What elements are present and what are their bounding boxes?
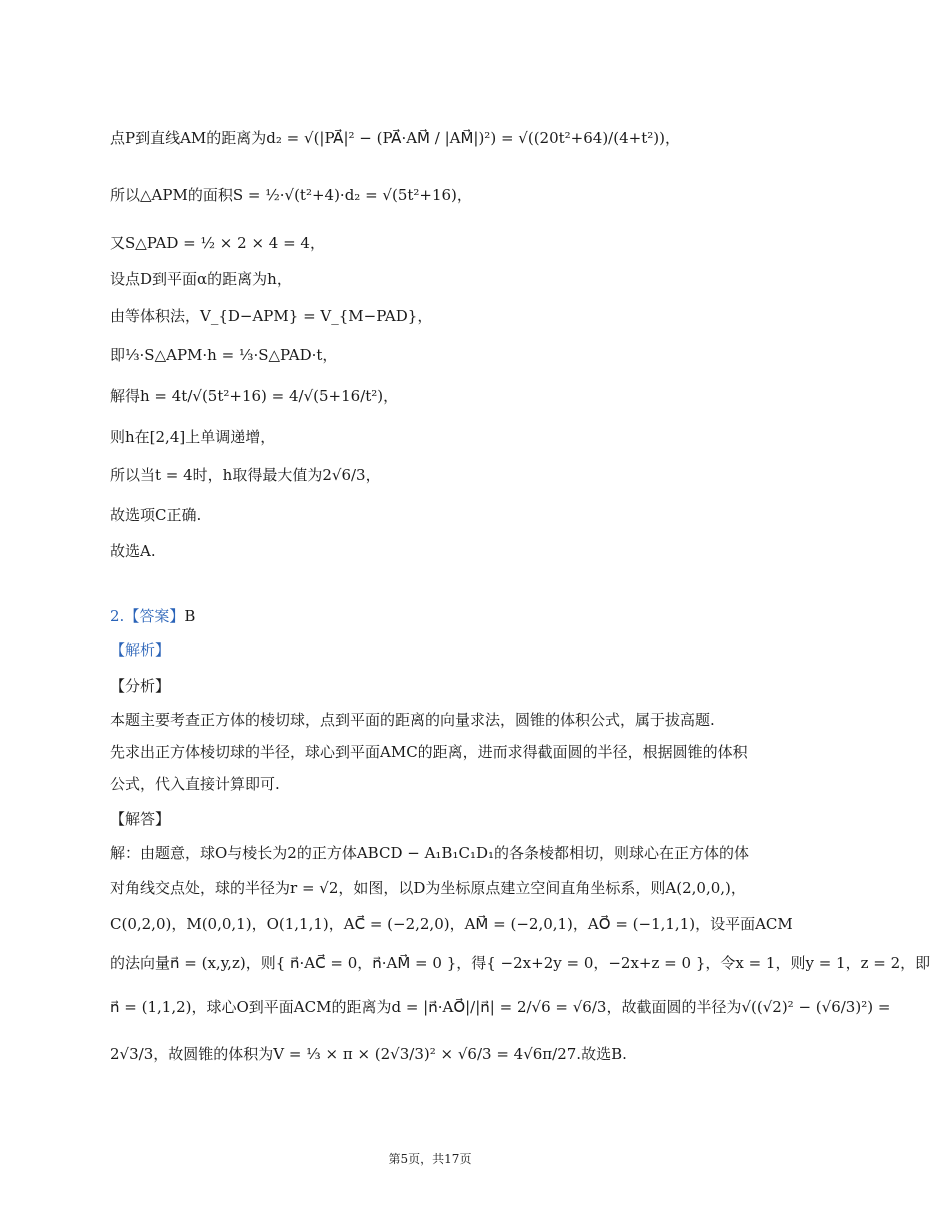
text-line: 设点D到平面α的距离为h， xyxy=(110,270,292,288)
question-number: 2. xyxy=(110,607,125,625)
text-line: 又S△PAD = ½ × 2 × 4 = 4， xyxy=(110,234,325,252)
answer-value: B xyxy=(184,607,196,625)
fenxi-line: 本题主要考查正方体的棱切球，点到平面的距离的向量求法，圆锥的体积公式，属于拔高题. xyxy=(110,711,715,729)
text-line: 即⅓·S△APM·h = ⅓·S△PAD·t， xyxy=(110,346,338,364)
answer-tag: 【答案】 xyxy=(124,607,185,625)
jieda-line: 的法向量n⃗ = (x,y,z)，则{ n⃗·AC⃗ = 0，n⃗·AM⃗ = 0 }，得{ −2x+2y = 0，−2x+z = 0 }，令x = 1，则y = 1，z = 2，即 xyxy=(110,954,930,972)
text-line: 点P到直线AM的距离为d₂ = √(|PA⃗|² − (PA⃗·AM⃗ / |AM⃗|)²) = √((20t²+64)/(4+t²))， xyxy=(110,129,680,147)
text-line: 则h在[2,4]上单调递增， xyxy=(110,428,276,446)
fenxi-tag: 【分析】 xyxy=(110,677,171,695)
fenxi-line: 先求出正方体棱切球的半径，球心到平面AMC的距离，进而求得截面圆的半径，根据圆锥的体积 xyxy=(110,743,748,761)
jieda-line: n⃗ = (1,1,2)，球心O到平面ACM的距离为d = |n⃗·AO⃗|/|n⃗| = 2/√6 = √6/3，故截面圆的半径为√((√2)² − (√6/3)²) = xyxy=(110,998,891,1016)
text-line: 故选A. xyxy=(110,542,156,560)
total-pages: 共17页 xyxy=(432,1152,472,1166)
page-number: 第5页， xyxy=(388,1152,433,1166)
page-footer xyxy=(0,1150,860,1167)
jieda-line: 对角线交点处，球的半径为r = √2，如图，以D为坐标原点建立空间直角坐标系，则A(2,0,0,)， xyxy=(110,879,746,897)
text-line: 故选项C正确. xyxy=(110,506,202,524)
jieda-line: 解：由题意，球O与棱长为2的正方体ABCD − A₁B₁C₁D₁的各条棱都相切，则球心在正方体的体 xyxy=(110,844,749,862)
analysis-tag: 【解析】 xyxy=(110,641,171,659)
text-line: 解得h = 4t/√(5t²+16) = 4/√(5+16/t²)， xyxy=(110,387,399,405)
jieda-tag: 【解答】 xyxy=(110,810,171,828)
question-2-header xyxy=(110,605,770,627)
jieda-line: C(0,2,0)，M(0,0,1)，O(1,1,1)，AC⃗ = (−2,2,0)，AM⃗ = (−2,0,1)，AO⃗ = (−1,1,1)，设平面ACM xyxy=(110,915,793,933)
text-line: 所以△APM的面积S = ½·√(t²+4)·d₂ = √(5t²+16)， xyxy=(110,186,472,204)
fenxi-line: 公式，代入直接计算即可. xyxy=(110,775,280,793)
text-line: 所以当t = 4时，h取得最大值为2√6/3， xyxy=(110,466,381,484)
jieda-line: 2√3/3，故圆锥的体积为V = ⅓ × π × (2√3/3)² × √6/3 = 4√6π/27.故选B. xyxy=(110,1045,627,1063)
text-line: 由等体积法，V_{D−APM} = V_{M−PAD}， xyxy=(110,307,433,325)
